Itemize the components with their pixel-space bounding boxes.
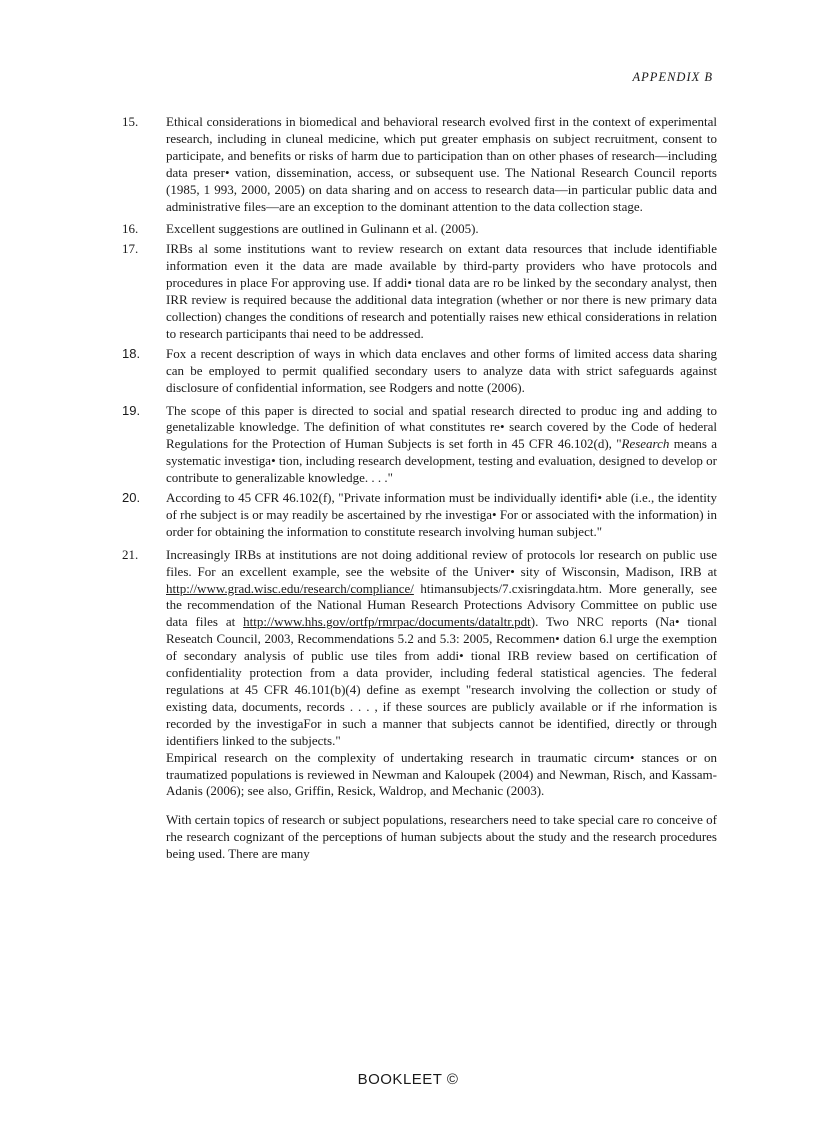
paragraph-text: With certain topics of research or subject populations, researchers need to take special care ro conceive of rhe research cognizant of the perceptions of human subjects about the study and the research procedures being used. There are many: [166, 812, 717, 862]
note-text: Excellent suggestions are outlined in Gulinann et al. (2005).: [166, 221, 479, 237]
note-number: 19.: [122, 402, 141, 418]
endnote-18: [120, 346, 717, 397]
note-text: ). Two NRC reports (Na• tional Reseatch Council, 2003, Recommendations 5.2 and 5.3: 2005, Recommen• dation 6.l urge the exemption of secondary analysis of public use tiles from addi• tional IRB review based on certification of confidentiality protection from a data provider, including federal statistical agencies. The federal regulations at 45 CFR 46.101(b)(4) define as exempt "research involving the collection or study of existing data, documents, records . . . , if these sources are publicly available or if rhe information is recorded by the investigaFor in such a manner that subjects cannot be identified, directly or through identifiers linked to the subjects.": [166, 614, 717, 748]
note-number: 15.: [122, 114, 139, 129]
note-emphasis: Research: [621, 436, 670, 452]
hhs-link[interactable]: http://www.hhs.gov/ortfp/rmrpac/documents/dataltr.pdt: [243, 614, 531, 630]
endnote-15: [120, 114, 717, 215]
endnote-20: [120, 490, 717, 541]
note-text: According to 45 CFR 46.102(f), "Private information must be individually identifi• able (i.e., the identity of rhe subject is or may readily be ascertained by rhe investiga• For or associated with the information) in order for obtaining the information to constitute research involving human subject.": [166, 490, 717, 539]
endnotes-list: [120, 114, 717, 866]
note-text: IRBs al some institutions want to review research on extant data resources that include identifiable information even it the data are made available by third-party providers who have protocols and procedures in place For approving use. If addi• tional data are ro be linked by the secondary analyst, then IRR review is required because the additional data integration (whether or nor there is new primary data collection) changes the conditions of research and potentially raises new ethical considerations in relation to research participants thai need to be addressed.: [166, 241, 717, 341]
endnote-17: [120, 241, 717, 342]
endnote-21: [120, 547, 717, 801]
note-text: means a systematic investiga• tion, including research development, testing and evaluation, designed to develop or contribute to generalizable knowledge. . . .": [166, 436, 717, 486]
note-number: 20.: [122, 490, 141, 506]
endnote-16: [120, 221, 717, 238]
running-head: APPENDIX B: [632, 70, 713, 84]
note-number: 18.: [122, 345, 141, 361]
note-text: The scope of this paper is directed to social and spatial research directed to produc ing and adding to genetalizable knowledge. The definition of what constitutes re• search covered by the Code of hederal Regulations for the Protection of Human Subjects is set forth in 45 CFR 46.102(d), ": [166, 402, 717, 452]
note-number: 21.: [122, 546, 139, 562]
watermark-footer: BOOKLEET ©: [357, 1071, 459, 1088]
note-text: Fox a recent description of ways in which data enclaves and other forms of limited access data sharing can be employed to permit qualified secondary users to analyze data with strict safeguards against disclosure of confidential information, see Rodgers and notte (2006).: [166, 345, 717, 395]
note-text: Increasingly IRBs at institutions are not doing additional review of protocols lor research on public use files. For an excellent example, see the website of the Univer• sity of Wisconsin, Madison, IRB at: [166, 546, 717, 579]
endnote-19: [120, 403, 717, 488]
note-paragraph: Empirical research on the complexity of undertaking research in traumatic circum• stances or on traumatized populations is reviewed in Newman and Kaloupek (2004) and Newman, Risch, and Kassam-Adanis (2006); see also, Griffin, Resick, Waldrop, and Mechanic (2003).: [166, 749, 717, 799]
note-number: 17.: [122, 241, 139, 257]
note-text: htimansubjects/7.cxisringdata.htm. More generally, see the recommendation of the National Human Research Protections Advisory Committee on public use data files at: [166, 580, 717, 630]
note-text: Ethical considerations in biomedical and behavioral research evolved first in the context of experimental research, including in cluneal medicine, which put greater emphasis on subject recruitment, consent to participate, and benefits or risks of harm due to participation than on other phases of research—including data preser• vation, dissemination, access, or subsequent use. The National Research Council reports (1985, 1 993, 2000, 2005) on data sharing and on access to research data—in particular public data and administrative files—are an exception to the dominant attention to the data collection stage.: [166, 114, 717, 214]
note-number: 16.: [122, 221, 139, 237]
wisc-irb-link[interactable]: http://www.grad.wisc.edu/research/compliance/: [166, 580, 414, 596]
body-paragraph: [120, 812, 717, 863]
